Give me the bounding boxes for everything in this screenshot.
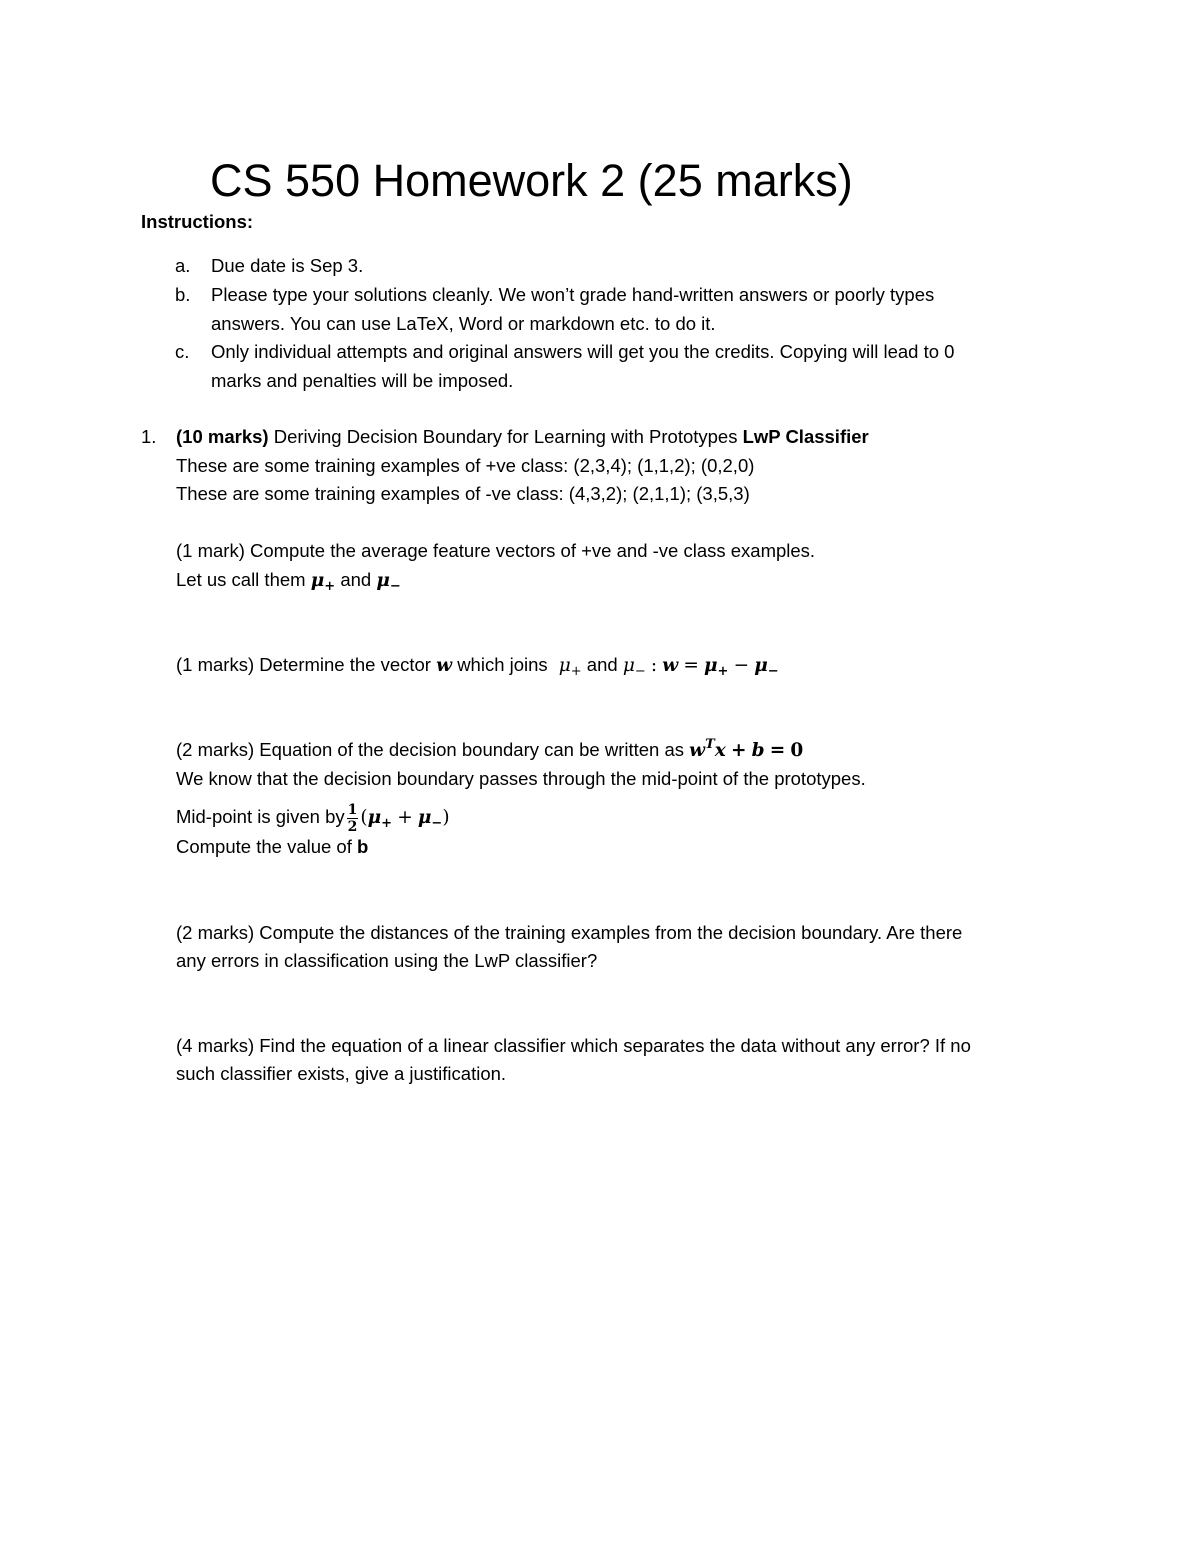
mu-plus-symbol: $\mu_+$ [558, 655, 582, 679]
question-1-marker: 1. [141, 426, 157, 447]
instruction-b-text-line1: Please type your solutions cleanly. We won’t grade hand-written answers or poorly types [211, 284, 935, 305]
zero-symbol: 0 [790, 740, 804, 761]
part-3-line1 [176, 737, 804, 761]
mu-minus-symbol: $\mu_-$ [622, 655, 646, 679]
mu-plus-symbol: $\mu_+$ [704, 655, 729, 679]
instruction-a-text: Due date is Sep 3. [211, 255, 364, 276]
instruction-a-marker: a. [175, 255, 191, 276]
part-2-prefix: (1 marks) Determine the vector [176, 654, 431, 675]
part-3-line4-prefix: Compute the value of [176, 836, 352, 857]
open-paren: ( [360, 807, 368, 828]
plus-sign: + [730, 740, 747, 761]
mu-plus-symbol: $\mu_+$ [310, 570, 336, 594]
mu-minus-symbol: $\mu_-$ [376, 570, 401, 594]
instruction-b-text-line2: answers. You can use LaTeX, Word or markdown etc. to do it. [211, 313, 716, 334]
part-4-line2: any errors in classification using the LwP classifier? [176, 950, 598, 971]
question-1-heading-bold-tail: LwP Classifier [742, 426, 869, 447]
part-3-line4-b: b [357, 836, 369, 857]
mu-minus-symbol: $\mu_-$ [417, 807, 443, 831]
instructions-heading: Instructions: [141, 211, 254, 232]
x-symbol: x [714, 740, 726, 761]
part-1-and: and [340, 569, 372, 590]
part-4-line1: (2 marks) Compute the distances of the training examples from the decision boundary. Are there [176, 922, 963, 943]
equals-sign: = [683, 655, 699, 676]
part-3-line3-prefix: Mid-point is given by [176, 806, 345, 827]
minus-sign: − [733, 655, 750, 676]
part-5-line1: (4 marks) Find the equation of a linear classifier which separates the data without any error? If no [176, 1035, 971, 1056]
question-1-heading-text: Deriving Decision Boundary for Learning with Prototypes [273, 426, 738, 447]
b-symbol: b [751, 740, 765, 761]
part-3-line2: We know that the decision boundary passes through the mid-point of the prototypes. [176, 768, 866, 789]
part-2-colon: : [650, 655, 658, 676]
question-1-marks: (10 marks) [176, 426, 269, 447]
positive-examples: These are some training examples of +ve class: (2,3,4); (1,1,2); (0,2,0) [176, 455, 755, 476]
part-1-line1: (1 mark) Compute the average feature vectors of +ve and -ve class examples. [176, 540, 816, 561]
part-1-line2 [176, 569, 401, 594]
document-title: CS 550 Homework 2 (25 marks) [210, 155, 853, 206]
instruction-c-text-line1: Only individual attempts and original answers will get you the credits. Copying will lead to 0 [211, 341, 955, 362]
instruction-b-marker: b. [175, 284, 191, 305]
equals-sign: = [769, 740, 786, 761]
mu-minus-symbol: $\mu_-$ [754, 655, 779, 679]
instruction-c-text-line2: marks and penalties will be imposed. [211, 370, 514, 391]
instruction-c-marker: c. [175, 341, 190, 362]
part-3-line3 [176, 798, 450, 839]
part-2-and: and [586, 654, 618, 675]
plus-sign: + [397, 807, 413, 828]
part-5-line2: such classifier exists, give a justification. [176, 1063, 507, 1084]
close-paren: ) [442, 807, 450, 828]
part-2-which-joins: which joins [457, 654, 548, 675]
negative-examples: These are some training examples of -ve class: (4,3,2); (2,1,1); (3,5,3) [176, 483, 750, 504]
w-symbol: w [662, 655, 679, 676]
question-1-heading [176, 428, 869, 447]
w-transpose-symbol: $w^T$ [689, 737, 715, 761]
w-symbol: w [436, 655, 453, 676]
one-half-fraction: $\frac{1}{2}$ [347, 801, 358, 835]
mu-plus-symbol: $\mu_+$ [367, 807, 393, 831]
part-3-line4 [176, 838, 368, 857]
part-3-prefix: (2 marks) Equation of the decision boundary can be written as [176, 739, 685, 760]
part-2-line [176, 654, 779, 679]
part-1-line2-prefix: Let us call them [176, 569, 306, 590]
